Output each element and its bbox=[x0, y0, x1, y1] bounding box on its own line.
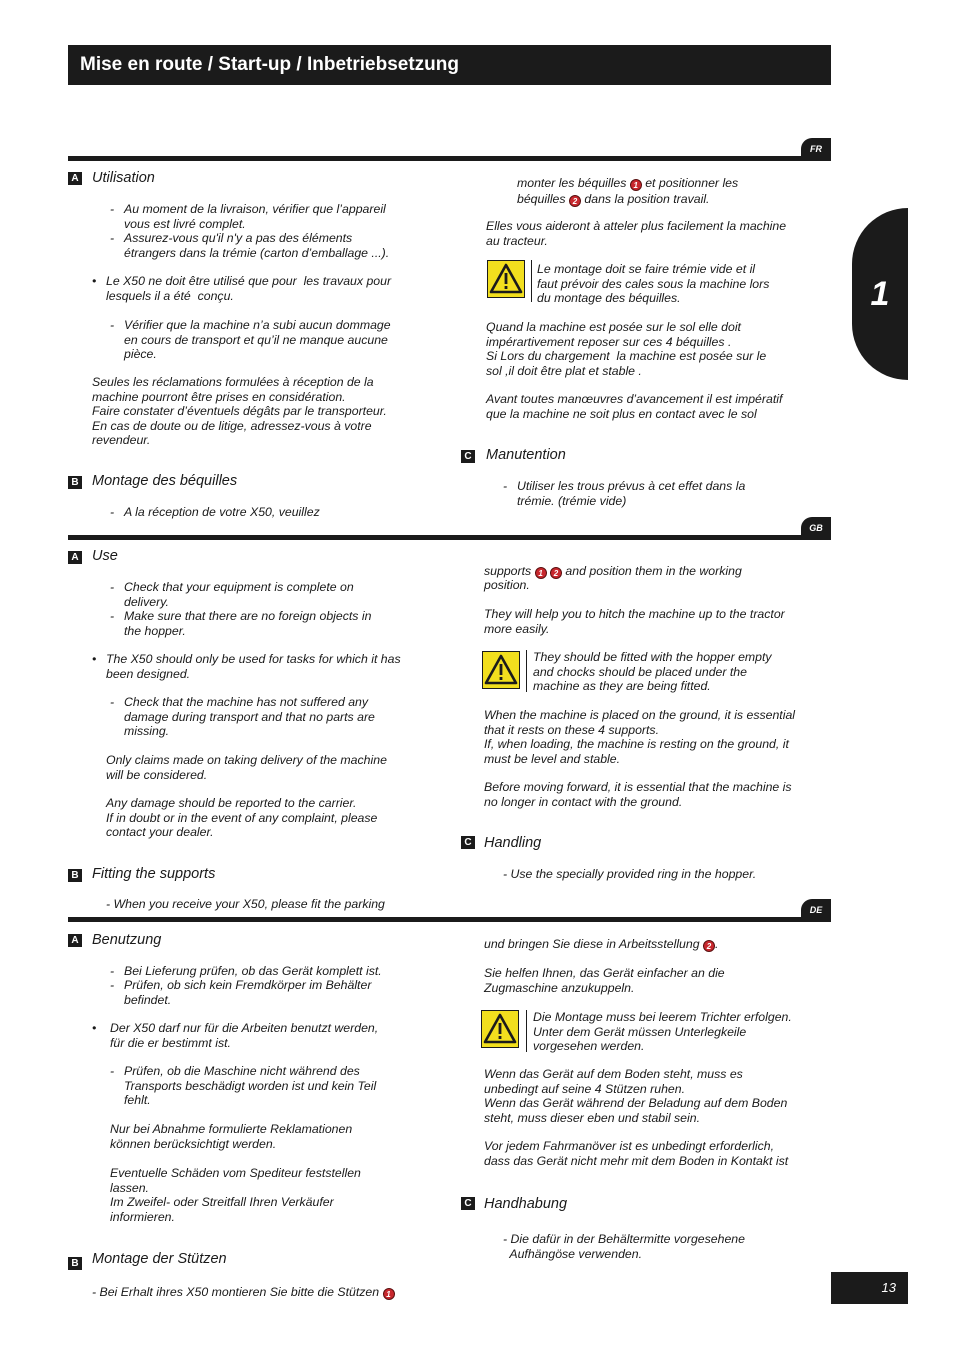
gb-text: Any damage should be reported to the carrier. If in doubt or in the event of any complaint, please contact your dealer. bbox=[106, 796, 378, 839]
warning-divider bbox=[526, 650, 527, 692]
badge-b: B bbox=[68, 476, 82, 489]
de-text: Nur bei Abnahme formulierte Reklamationen können berücksichtigt werden. bbox=[110, 1122, 353, 1151]
gb-text: position. bbox=[484, 578, 530, 592]
gb-text: Check that the machine has not suffered any damage during transport and that no parts are missing. bbox=[124, 695, 375, 738]
gb-text: Only claims made on taking delivery of the machine will be considered. bbox=[106, 753, 387, 782]
bullet: • bbox=[92, 652, 97, 666]
dash: - bbox=[503, 479, 508, 493]
warning-divider bbox=[526, 1010, 527, 1052]
fr-text: Utiliser les trous prévus à cet effet dans la trémie. (trémie vide) bbox=[517, 479, 746, 508]
gb-text: Check that your equipment is complete on delivery. bbox=[124, 580, 354, 609]
badge-c: C bbox=[461, 1197, 475, 1210]
lang-badge-gb: GB bbox=[801, 517, 831, 539]
page-number: 13 bbox=[831, 1272, 908, 1304]
de-text: Prüfen, ob sich kein Fremdkörper im Behälter befindet. bbox=[124, 978, 372, 1007]
de-text: Eventuelle Schäden vom Spediteur feststellen lassen. Im Zweifel- oder Streitfall Ihren Verkäufer informieren. bbox=[110, 1166, 361, 1224]
de-heading-handhabung: Handhabung bbox=[484, 1196, 568, 1212]
dash: - bbox=[110, 964, 115, 978]
fr-text: béquilles 2 dans la position travail. bbox=[517, 192, 710, 206]
dash: - bbox=[110, 978, 115, 992]
de-text: - Bei Erhalt ihres X50 montieren Sie bitte die Stützen 1 bbox=[92, 1285, 395, 1300]
gb-heading-fitting: Fitting the supports bbox=[92, 866, 216, 882]
callout-2: 2 bbox=[550, 567, 562, 579]
warning-icon bbox=[481, 1010, 519, 1048]
gb-text: Make sure that there are no foreign objects in the hopper. bbox=[124, 609, 372, 638]
bullet: • bbox=[92, 274, 97, 288]
gb-text: The X50 should only be used for tasks for which it has been designed. bbox=[106, 652, 401, 681]
fr-text: Quand la machine est posée sur le sol elle doit impérartivement reposer sur ces 4 béquilles . Si Lors du chargement la machine est posée sur le sol ,il doit être plat et stable . bbox=[486, 320, 767, 378]
badge-a: A bbox=[68, 551, 82, 564]
dash: - bbox=[110, 231, 115, 245]
fr-text: Avant toutes manœuvres d’avancement il est impératif que la machine ne soit plus en contact avec le sol bbox=[486, 392, 783, 421]
fr-text: monter les béquilles 1 et positionner les bbox=[517, 176, 739, 190]
fr-text: Seules les réclamations formulées à réception de la machine pourront être prises en considération. Faire constater d’éventuels dégâts par le transporteur. En cas de doute ou de litige, adressez-vous à votre revendeur. bbox=[92, 375, 387, 447]
badge-b: B bbox=[68, 1257, 82, 1270]
gb-warning-text: They should be fitted with the hopper empty and chocks should be placed under the machine as they are being fitted. bbox=[533, 650, 772, 693]
gb-text: supports 1 2 and position them in the working bbox=[484, 564, 742, 578]
page-title: Mise en route / Start-up / Inbetriebsetzung bbox=[68, 45, 831, 85]
fr-heading-manutention: Manutention bbox=[486, 447, 566, 463]
fr-text: Au moment de la livraison, vérifier que l’appareil vous est livré complet. bbox=[124, 202, 386, 231]
callout-2: 2 bbox=[703, 940, 715, 952]
fr-text: Vérifier que la machine n’a subi aucun dommage en cours de transport et qu’il ne manque aucune pièce. bbox=[124, 318, 391, 361]
gb-heading-handling: Handling bbox=[484, 835, 542, 851]
dash: - bbox=[110, 1064, 115, 1078]
dash: - bbox=[110, 609, 115, 623]
dash: - bbox=[110, 505, 115, 519]
de-warning-text: Die Montage muss bei leerem Trichter erfolgen. Unter dem Gerät müssen Unterlegkeile vorgesehen werden. bbox=[533, 1010, 792, 1053]
warning-icon bbox=[482, 651, 520, 689]
de-text: - Die dafür in der Behältermitte vorgesehene Aufhängöse verwenden. bbox=[503, 1232, 745, 1261]
de-heading-montage: Montage der Stützen bbox=[92, 1251, 227, 1267]
fr-text: A la réception de votre X50, veuillez bbox=[124, 505, 320, 519]
gb-text: Before moving forward, it is essential that the machine is no longer in contact with the ground. bbox=[484, 780, 792, 809]
gb-text: - When you receive your X50, please fit the parking bbox=[106, 897, 385, 911]
badge-a: A bbox=[68, 934, 82, 947]
dash: - bbox=[110, 580, 115, 594]
lang-badge-de: DE bbox=[801, 899, 831, 921]
fr-text: Le X50 ne doit être utilisé que pour les travaux pour lesquels il a été conçu. bbox=[106, 274, 392, 303]
dash: - bbox=[110, 318, 115, 332]
de-text: Bei Lieferung prüfen, ob das Gerät komplett ist. bbox=[124, 964, 382, 978]
section-divider-de bbox=[68, 917, 831, 922]
fr-text: Elles vous aideront à atteler plus facilement la machine au tracteur. bbox=[486, 219, 787, 248]
de-text: Sie helfen Ihnen, das Gerät einfacher an die Zugmaschine anzukuppeln. bbox=[484, 966, 725, 995]
callout-2: 2 bbox=[569, 195, 581, 207]
de-text: Wenn das Gerät auf dem Boden steht, muss es unbedingt auf seine 4 Stützen ruhen. Wenn das Gerät während der Beladung auf dem Boden steht, muss dieser eben und stabil sein. bbox=[484, 1067, 788, 1125]
gb-text: - Use the specially provided ring in the hopper. bbox=[503, 867, 757, 881]
callout-1: 1 bbox=[383, 1288, 395, 1300]
chapter-tab: 1 bbox=[852, 208, 908, 380]
warning-divider bbox=[531, 260, 532, 302]
de-text: Vor jedem Fahrmanöver ist es unbedingt erforderlich, dass das Gerät nicht mehr mit dem Boden in Kontakt ist bbox=[484, 1139, 789, 1168]
fr-heading-montage: Montage des béquilles bbox=[92, 473, 238, 489]
fr-warning-text: Le montage doit se faire trémie vide et il faut prévoir des cales sous la machine lors du montage des béquilles. bbox=[537, 262, 770, 305]
warning-icon bbox=[487, 260, 525, 298]
fr-text: Assurez-vous qu'il n'y a pas des éléments étrangers dans la trémie (carton d’emballage ...). bbox=[124, 231, 390, 260]
de-text: und bringen Sie diese in Arbeitsstellung 2 . bbox=[484, 937, 719, 951]
badge-c: C bbox=[461, 836, 475, 849]
badge-a: A bbox=[68, 172, 82, 185]
dash: - bbox=[110, 695, 115, 709]
de-text: Der X50 darf nur für die Arbeiten benutzt werden, für die er bestimmt ist. bbox=[110, 1021, 379, 1050]
fr-heading-utilisation: Utilisation bbox=[92, 170, 155, 186]
gb-text: They will help you to hitch the machine up to the tractor more easily. bbox=[484, 607, 785, 636]
gb-heading-use: Use bbox=[92, 548, 118, 564]
badge-b: B bbox=[68, 869, 82, 882]
callout-1: 1 bbox=[630, 179, 642, 191]
section-divider-fr bbox=[68, 156, 831, 161]
lang-badge-fr: FR bbox=[801, 138, 831, 160]
badge-c: C bbox=[461, 450, 475, 463]
callout-1: 1 bbox=[535, 567, 547, 579]
gb-text: When the machine is placed on the ground, it is essential that it rests on these 4 supports. If, when loading, the machine is resting on the ground, it must be level and stable. bbox=[484, 708, 796, 766]
de-text: Prüfen, ob die Maschine nicht während des Transports beschädigt worden ist und kein Teil fehlt. bbox=[124, 1064, 377, 1107]
section-divider-gb bbox=[68, 535, 831, 540]
dash: - bbox=[110, 202, 115, 216]
de-heading-benutzung: Benutzung bbox=[92, 932, 162, 948]
bullet: • bbox=[92, 1021, 97, 1035]
